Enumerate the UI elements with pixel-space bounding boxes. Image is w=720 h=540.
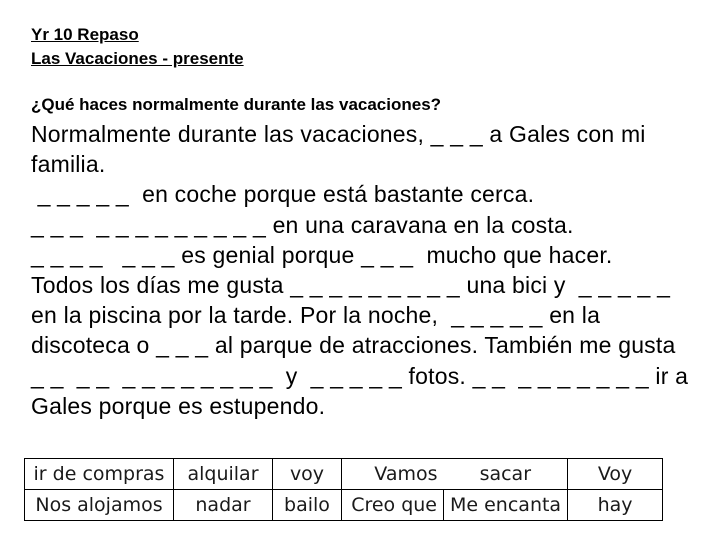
gap-fill-passage [31,119,701,421]
word-bank-cell: bailo [273,490,342,521]
word-bank-row [25,459,663,490]
passage-line: Todos los días me gusta _ _ _ _ _ _ _ _ _ una bici y _ _ _ _ _ [31,272,671,299]
word-bank-table [24,458,663,521]
word-bank-cell: Vamos [342,459,444,490]
word-bank-cell: sacar [444,459,568,490]
passage-line: en la piscina por la tarde. Por la noche, _ _ _ _ _ en la [31,302,601,329]
word-bank-cell: alquilar [174,459,273,490]
word-bank-cell: nadar [174,490,273,521]
question-prompt: ¿Qué haces normalmente durante las vacaciones? [31,95,442,114]
passage-line: _ _ _ _ _ _ _ es genial porque _ _ _ mucho que hacer. [31,241,613,268]
passage-line: discoteca o _ _ _ al parque de atracciones. También me gusta [31,332,676,359]
word-bank-cell: ir de compras [25,459,174,490]
word-bank-cell: hay [568,490,663,521]
passage-line: _ _ _ _ _ _ _ _ _ _ _ _ en una caravana en la costa. [31,211,574,238]
passage-line: familia. [31,151,106,178]
word-bank-cell: voy [273,459,342,490]
worksheet-title: Yr 10 Repaso [31,25,139,44]
passage-line: _ _ _ _ _ en coche porque está bastante cerca. [31,181,535,208]
passage-line: Gales porque es estupendo. [31,392,326,419]
worksheet-subtitle: Las Vacaciones - presente [31,49,244,68]
word-bank-cell: Me encanta [444,490,568,521]
word-bank-row [25,490,663,521]
word-bank-cell: Creo que [342,490,444,521]
passage-line: Normalmente durante las vacaciones, _ _ _ a Gales con mi [31,121,646,147]
word-bank-cell: Voy [568,459,663,490]
word-bank-cell: Nos alojamos [25,490,174,521]
passage-line: _ _ _ _ _ _ _ _ _ _ _ _ y _ _ _ _ _ fotos. _ _ _ _ _ _ _ _ _ ir a [31,362,689,389]
